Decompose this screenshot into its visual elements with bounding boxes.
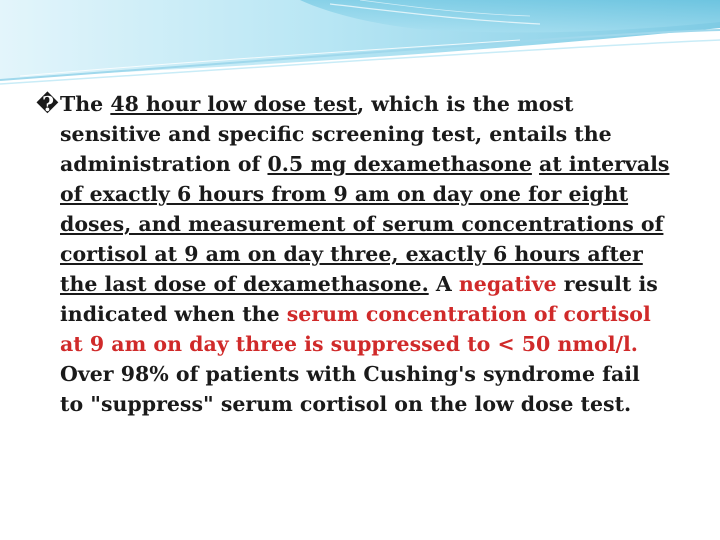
text-segment: Over 98% of patients with Cushing's syndrome fail to "suppress" serum cortisol on the low dose test. bbox=[60, 362, 640, 416]
text-segment: A bbox=[428, 272, 459, 296]
text-segment-test-name: 48 hour low dose test bbox=[110, 92, 357, 116]
bullet-icon: � bbox=[36, 92, 59, 116]
text-segment-dose: 0.5 mg dexamethasone bbox=[267, 152, 532, 176]
slide-body-text bbox=[36, 89, 670, 419]
text-segment: , which is the most sensitive and specific screening test, entails the administration of bbox=[60, 92, 612, 176]
text-segment-negative: negative bbox=[458, 272, 557, 296]
text-segment-threshold: serum concentration of cortisol at 9 am on day three is suppressed to < 50 nmol/l. bbox=[60, 302, 651, 356]
text-segment: The bbox=[60, 92, 111, 116]
text-segment: result is indicated when the bbox=[60, 272, 658, 326]
header-wave-decoration bbox=[0, 0, 720, 90]
text-segment-schedule: at intervals of exactly 6 hours from 9 am on day one for eight doses, and measurement of serum concentrations of cortisol at 9 am on day three, exactly 6 hours after the last dose of dexamethasone. bbox=[60, 152, 670, 296]
text-segment bbox=[532, 152, 539, 176]
